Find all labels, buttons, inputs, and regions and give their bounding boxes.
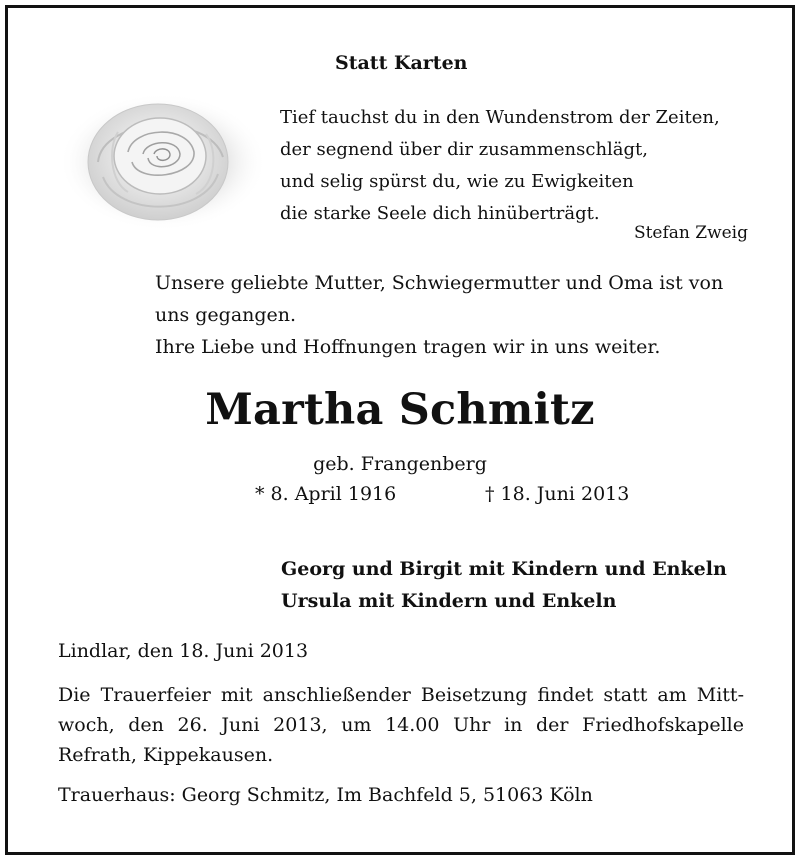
intro-line: Ihre Liebe und Hoffnungen tragen wir in uns weiter.	[155, 336, 661, 358]
service-details	[58, 680, 744, 770]
family-line: Georg und Birgit mit Kindern und Enkeln	[281, 558, 727, 580]
rose-icon	[58, 92, 268, 232]
intro-line: uns gegangen.	[155, 304, 297, 326]
mourning-house: Trauerhaus: Georg Schmitz, Im Bachfeld 5, 51063 Köln	[58, 784, 593, 806]
deceased-name: Martha Schmitz	[205, 385, 595, 435]
family-line: Ursula mit Kindern und Enkeln	[281, 590, 617, 612]
poem-line: Tief tauchst du in den Wundenstrom der Zeiten,	[280, 107, 720, 128]
birth-date: * 8. April 1916	[255, 483, 397, 505]
birth-name: geb. Frangenberg	[313, 453, 487, 475]
poem-line: der segnend über dir zusammenschlägt,	[280, 139, 648, 160]
family-mourners	[281, 553, 727, 617]
place-date: Lindlar, den 18. Juni 2013	[58, 640, 309, 662]
notice-heading: Statt Karten	[335, 52, 468, 74]
service-line: woch, den 26. Juni 2013, um 14.00 Uhr in der Friedhofskapelle	[58, 714, 744, 736]
service-line: Refrath, Kippekausen.	[58, 744, 274, 766]
poem-author: Stefan Zweig	[633, 223, 748, 243]
death-date: † 18. Juni 2013	[485, 483, 630, 505]
intro-text	[155, 267, 723, 363]
intro-line: Unsere geliebte Mutter, Schwiegermutter und Oma ist von	[155, 272, 724, 294]
poem-line: die starke Seele dich hinüberträgt.	[280, 203, 600, 224]
poem	[280, 102, 720, 230]
service-line: Die Trauerfeier mit anschließender Beisetzung findet statt am Mitt-	[58, 684, 744, 706]
poem-line: und selig spürst du, wie zu Ewigkeiten	[280, 171, 634, 192]
